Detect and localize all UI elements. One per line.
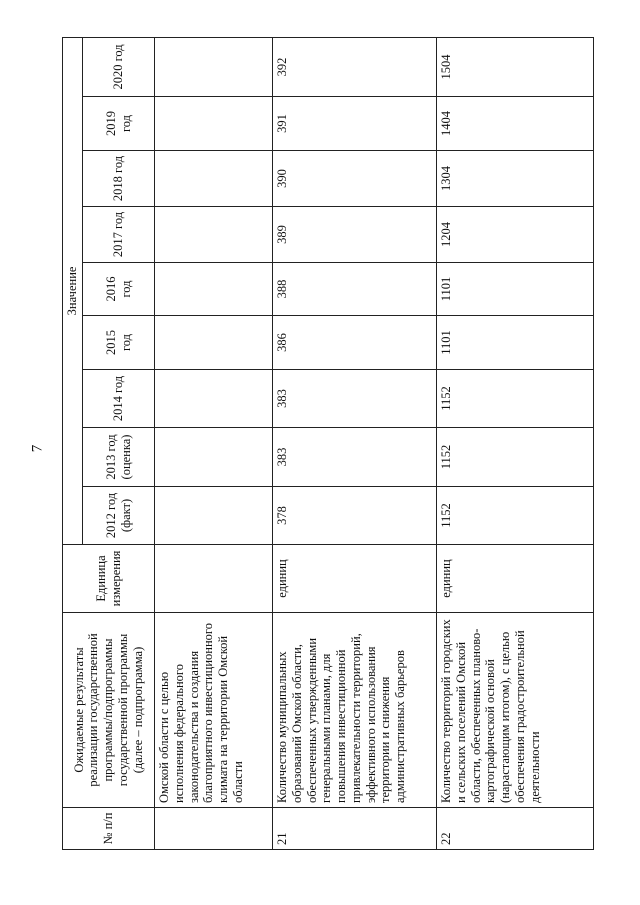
row-value: 1204 bbox=[437, 207, 594, 263]
header-result: Ожидаемые результаты реализации государственной программы/подпрограммы государственной программы (далее – подпрограмма) bbox=[63, 613, 155, 808]
row-value: 1101 bbox=[437, 263, 594, 316]
header-year: 2012 год (факт) bbox=[83, 487, 155, 545]
row-result: Количество муниципальных образований Омской области, обеспеченных утвержденными генеральными планами, для повышения инвестиционной привлекательности территорий, эффективного использования территории и снижения административных барьеров bbox=[273, 613, 437, 808]
header-year: 2020 год bbox=[83, 37, 155, 96]
results-table bbox=[62, 37, 594, 850]
row-value bbox=[155, 37, 273, 96]
row-value: 1152 bbox=[437, 428, 594, 487]
row-value bbox=[155, 370, 273, 428]
row-value: 383 bbox=[273, 428, 437, 487]
row-unit: единиц bbox=[437, 545, 594, 613]
row-value bbox=[155, 487, 273, 545]
row-value: 1504 bbox=[437, 37, 594, 96]
rotated-table-wrapper bbox=[62, 38, 593, 850]
row-unit: единиц bbox=[273, 545, 437, 613]
header-year: 2013 год (оценка) bbox=[83, 428, 155, 487]
row-num: 21 bbox=[273, 808, 437, 850]
row-value: 383 bbox=[273, 370, 437, 428]
row-value: 388 bbox=[273, 263, 437, 316]
row-value: 1404 bbox=[437, 97, 594, 151]
header-year: 2014 год bbox=[83, 370, 155, 428]
header-num: № п/п bbox=[63, 808, 155, 850]
header-year: 2016 год bbox=[83, 263, 155, 316]
row-value: 391 bbox=[273, 97, 437, 151]
table-row bbox=[437, 37, 594, 849]
row-value: 378 bbox=[273, 487, 437, 545]
row-value: 1304 bbox=[437, 151, 594, 207]
header-year: 2015 год bbox=[83, 316, 155, 370]
row-value bbox=[155, 316, 273, 370]
row-value bbox=[155, 97, 273, 151]
row-value: 392 bbox=[273, 37, 437, 96]
row-value: 390 bbox=[273, 151, 437, 207]
header-year: 2019 год bbox=[83, 97, 155, 151]
header-year: 2018 год bbox=[83, 151, 155, 207]
table-row bbox=[273, 37, 437, 849]
row-result: Количество территорий городских и сельских поселений Омской области, обеспеченных планово-картографической основой (нарастающим итогом), с целью обеспечения градостроительной деятельности bbox=[437, 613, 594, 808]
table-row bbox=[155, 37, 273, 849]
row-value: 389 bbox=[273, 207, 437, 263]
header-value: Значение bbox=[63, 37, 83, 544]
row-value bbox=[155, 151, 273, 207]
row-unit bbox=[155, 545, 273, 613]
row-value bbox=[155, 207, 273, 263]
row-result: Омской области с целью исполнения федерального законодательства и создания благоприятного инвестиционного климата на территории Омской области bbox=[155, 613, 273, 808]
row-value: 1152 bbox=[437, 487, 594, 545]
row-value: 1101 bbox=[437, 316, 594, 370]
row-value: 386 bbox=[273, 316, 437, 370]
row-value bbox=[155, 263, 273, 316]
header-year: 2017 год bbox=[83, 207, 155, 263]
row-num: 22 bbox=[437, 808, 594, 850]
row-value: 1152 bbox=[437, 370, 594, 428]
row-num bbox=[155, 808, 273, 850]
header-unit: Единица измерения bbox=[63, 545, 155, 613]
page-number: 7 bbox=[29, 444, 46, 453]
row-value bbox=[155, 428, 273, 487]
